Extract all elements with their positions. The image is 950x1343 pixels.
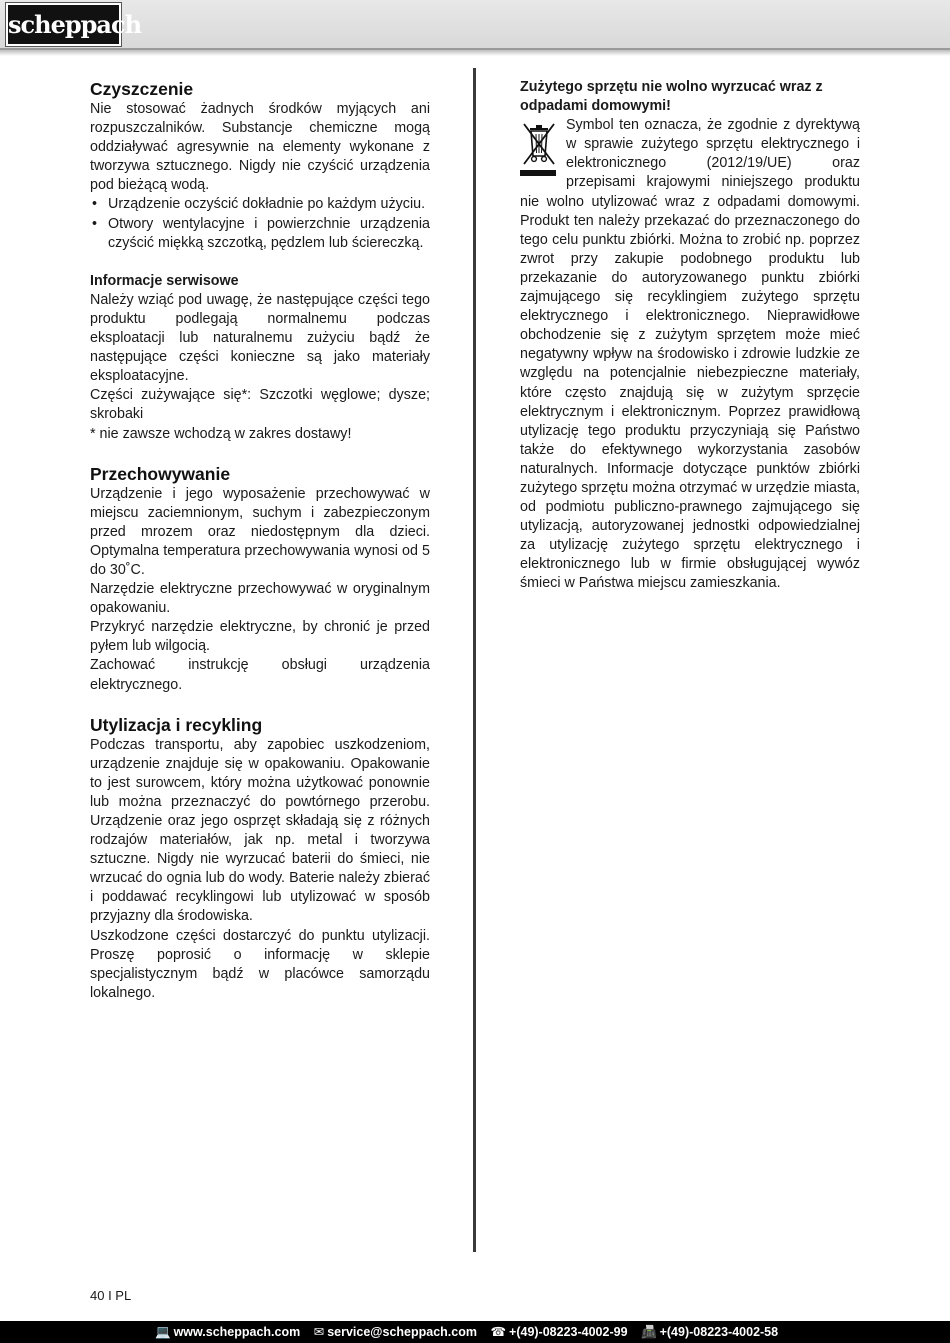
section-title-cleaning: Czyszczenie xyxy=(90,79,194,99)
disposal-paragraph: Uszkodzone części dostarczyć do punktu utylizacji. Proszę poprosić o informację w sklepie specjalistycznym bądź w placówce samorządu lokalnego. xyxy=(90,927,430,1001)
header-shadow xyxy=(0,50,950,56)
service-paragraph: Należy wziąć pod uwagę, że następujące części tego produktu podlegają normalnemu podczas eksploatacji lub naturalnemu zużyciu bądź że następujące części konieczne są jako materiały eksploatacyjne. xyxy=(90,291,430,385)
footer-website[interactable] xyxy=(155,1325,300,1339)
scheppach-logo: scheppach xyxy=(6,3,121,46)
section-title-disposal: Utylizacja i recykling xyxy=(90,714,263,735)
section-storage xyxy=(90,463,430,695)
section-service xyxy=(90,272,430,444)
storage-paragraph: Przykryć narzędzie elektryczne, by chronić je przed pyłem lub wilgocią. xyxy=(90,619,430,655)
list-item: • Otwory wentylacyjne i powierzchnie urządzenia czyścić miękką szczotką, pędzlem lub ściereczką. xyxy=(90,215,430,253)
section-title-storage: Przechowywanie xyxy=(90,463,231,484)
footer-fax xyxy=(641,1325,778,1339)
cleaning-list xyxy=(90,195,430,252)
footer-phone xyxy=(490,1325,627,1339)
weee-text: Symbol ten oznacza, że zgodnie z dyrektywą w sprawie zużytego sprzętu elektrycznego i elektronicznego (2012/19/UE) oraz przepisami krajowymi niniejszego produktu nie wolno utylizować wraz z odpadami domowymi. Produkt ten należy przekazać do przeznaczonego do tego celu punktu zbiórki. Można to zrobić np. poprzez zwrot przy zakupie podobnego produktu lub przekazanie do autoryzowanego punktu zbiórki zajmującego się recyklingiem zużytego sprzętu elektrycznego i elektronicznego. Nieprawidłowe obchodzenie się z zużytym sprzętem może mieć negatywny wpływ na środowisko i zdrowie ludzkie ze względu na potencjalnie niebezpieczne materiały, które często znajdują się w zużytym sprzęcie elektrycznym i elektronicznym. Poprzez prawidłową utylizację tego produktu przyczyniają się Państwo także do efektywnego wykorzystania zasobów naturalnych. Informacje dotyczące punktów zbiórki zużytego sprzętu można otrzymać w urzędzie miasta, od podmiotu publiczno-prawnego zajmującego się utylizacją, autoryzowanej jednostki odpowiedzialnej za utylizację zużytego sprzętu elektrycznego i elektronicznego lub w firmie obsługującej wywóz śmieci w Państwa miejscu zamieszkania. xyxy=(520,117,860,592)
email-text: service@scheppach.com xyxy=(327,1325,477,1339)
page-header xyxy=(0,0,950,50)
phone-text: +(49)-08223-4002-99 xyxy=(509,1325,628,1339)
left-column xyxy=(90,78,430,1003)
phone-icon: ☎ xyxy=(490,1325,507,1339)
storage-paragraph: Narzędzie elektryczne przechowywać w oryginalnym opakowaniu. xyxy=(90,581,430,617)
cleaning-intro: Nie stosować żadnych środków myjących ani rozpuszczalników. Substancje chemiczne mogą oddziaływać agresywnie na elementy wykonane z tworzywa sztucznego. Nigdy nie czyścić urządzenia pod bieżącą wodą. xyxy=(90,101,430,194)
fax-icon: 📠 xyxy=(641,1325,657,1339)
service-wear-parts: Części zużywające się*: Szczotki węglowe; dysze; skrobaki xyxy=(90,387,430,423)
website-text: www.scheppach.com xyxy=(173,1325,301,1339)
disposal-paragraph: Podczas transportu, aby zapobiec uszkodzeniom, urządzenie znajduje się w opakowaniu. Opakowanie to jest surowcem, który można użytkować ponownie lub można przeznaczyć do powtórnego przerobu. Urządzenie oraz jego osprzęt składają się z różnych rodzajów materiałów, jak np. metal i tworzywa sztuczne. Nigdy nie wyrzucać baterii do śmieci, nie wrzucać do ognia lub do wody. Baterie należy zbierać i poddawać recyklingowi lub utylizować w sposób przyjazny dla środowiska. xyxy=(90,736,430,925)
footer-email[interactable] xyxy=(314,1325,477,1339)
weee-title: Zużytego sprzętu nie wolno wyrzucać wraz z odpadami domowymi! xyxy=(520,79,823,115)
section-cleaning xyxy=(90,78,430,253)
storage-paragraph: Zachować instrukcję obsługi urządzenia elektrycznego. xyxy=(90,657,430,693)
list-item: • Urządzenie oczyścić dokładnie po każdym użyciu. xyxy=(90,195,430,214)
fax-text: +(49)-08223-4002-58 xyxy=(659,1325,779,1339)
page-number: 40 I PL xyxy=(90,1288,132,1303)
storage-paragraph: Urządzenie i jego wyposażenie przechowywać w miejscu zaciemnionym, suchym i zabezpieczonym przed mrozem oraz niedostępnym dla dzieci. Optymalna temperatura przechowywania wynosi od 5 do 30˚C. xyxy=(90,485,430,578)
email-icon: ✉ xyxy=(313,1325,325,1339)
section-disposal xyxy=(90,714,430,1003)
crossed-out-wheelie-bin-icon xyxy=(520,120,558,178)
page-footer xyxy=(0,1321,950,1343)
section-title-service: Informacje serwisowe xyxy=(90,272,239,289)
weee-block xyxy=(520,116,860,593)
computer-icon: 💻 xyxy=(155,1325,171,1339)
column-divider xyxy=(473,68,476,1252)
right-column xyxy=(520,78,860,594)
service-note: * nie zawsze wchodzą w zakres dostawy! xyxy=(90,425,352,442)
